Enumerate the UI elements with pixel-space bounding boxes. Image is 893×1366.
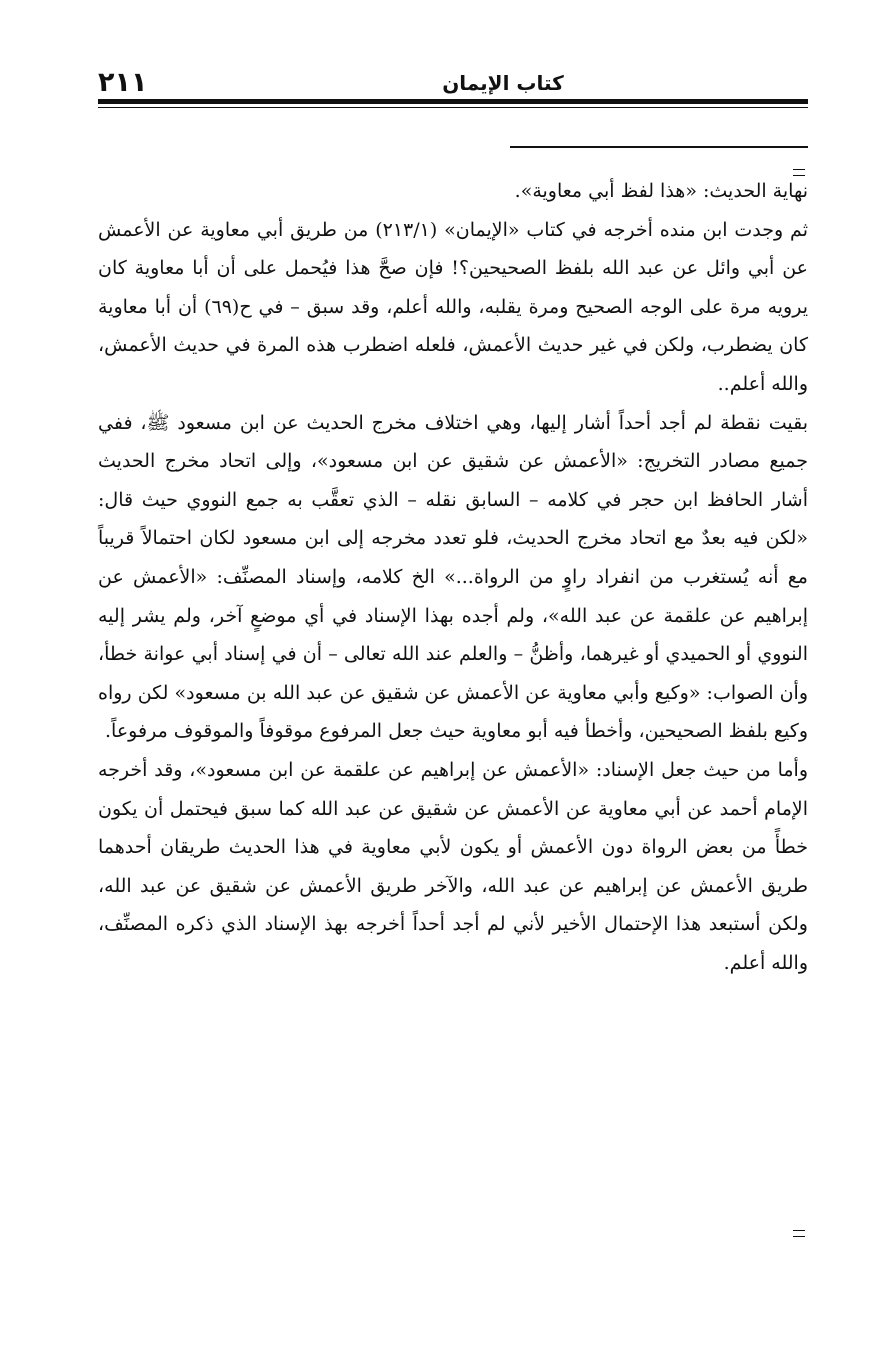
running-title: كتاب الإيمان xyxy=(442,71,564,95)
header-rule-thin xyxy=(98,107,808,108)
paragraph-4: وأما من حيث جعل الإسناد: «الأعمش عن إبراهيم عن علقمة عن ابن مسعود»، وقد أخرجه الإمام أحمد عن أبي معاوية عن الأعمش عن شقيق عن عبد الله كما سبق فيحتمل أن يكون خطأً من بعض الرواة دون الأعمش أو يكون لأبي معاوية في هذا الحديث طريقان أحدهما طريق الأعمش عن إبراهيم عن عبد الله، والآخر طريق الأعمش عن شقيق عن عبد الله، ولكن أستبعد هذا الإحتمال الأخير لأني لم أجد أحداً أخرجه بهذ الإسناد الذي ذكره المصنِّف، والله أعلم. xyxy=(98,758,808,974)
paragraph-3: بقيت نقطة لم أجد أحداً أشار إليها، وهي اختلاف مخرج الحديث عن ابن مسعود ﷺ، ففي جميع مصادر التخريج: «الأعمش عن شقيق عن ابن مسعود»، وإلى اتحاد مخرج الحديث أشار الحافظ ابن حجر في كلامه – السابق نقله – الذي تعقَّب به جمع النووي حيث قال: «لكن فيه بعدٌ مع اتحاد مخرج الحديث، فلو تعدد مخرجه إلى ابن مسعود لكان احتمالاً قريباً مع أنه يُستغرب من انفراد راوٍ من الرواة...» الخ كلامه، وإسناد المصنِّف: «الأعمش عن إبراهيم عن علقمة عن عبد الله»، ولم أجده بهذا الإسناد في أي موضعٍ آخر، ولم يشر إليه النووي أو الحميدي أو غيرهما، وأظنُّ – والعلم عند الله تعالى – أن في إسناد أبي عوانة خطأ، وأن الصواب: «وكيع وأبي معاوية عن الأعمش عن شقيق عن عبد الله بن مسعود» لكن رواه وكيع بلفظ الصحيحين، وأخطأ فيه أبو معاوية حيث جعل المرفوع موقوفاً والموقوف مرفوعاً. xyxy=(98,411,808,743)
page-header xyxy=(98,66,808,100)
paragraph-2: ثم وجدت ابن منده أخرجه في كتاب «الإيمان» (٢١٣/١) من طريق أبي معاوية عن الأعمش عن أبي وائل عن عبد الله بلفظ الصحيحين؟! فإن صحَّ هذا فيُحمل على أن أبا معاوية كان يرويه مرة على الوجه الصحيح ومرة يقلبه، والله أعلم، وقد سبق – في ح(٦٩) أن أبا معاوية كان يضطرب، ولكن في غير حديث الأعمش، فلعله اضطرب هذه المرة في حديث الأعمش، والله أعلم.. xyxy=(98,218,808,395)
header-rule-thick xyxy=(98,99,808,104)
page-body xyxy=(98,172,808,982)
paragraph-1: نهاية الحديث: «هذا لفظ أبي معاوية». xyxy=(514,180,808,202)
footnote-separator xyxy=(510,146,808,148)
page-number: ٢١١ xyxy=(98,67,148,98)
continuation-mark-bottom xyxy=(793,1230,805,1237)
